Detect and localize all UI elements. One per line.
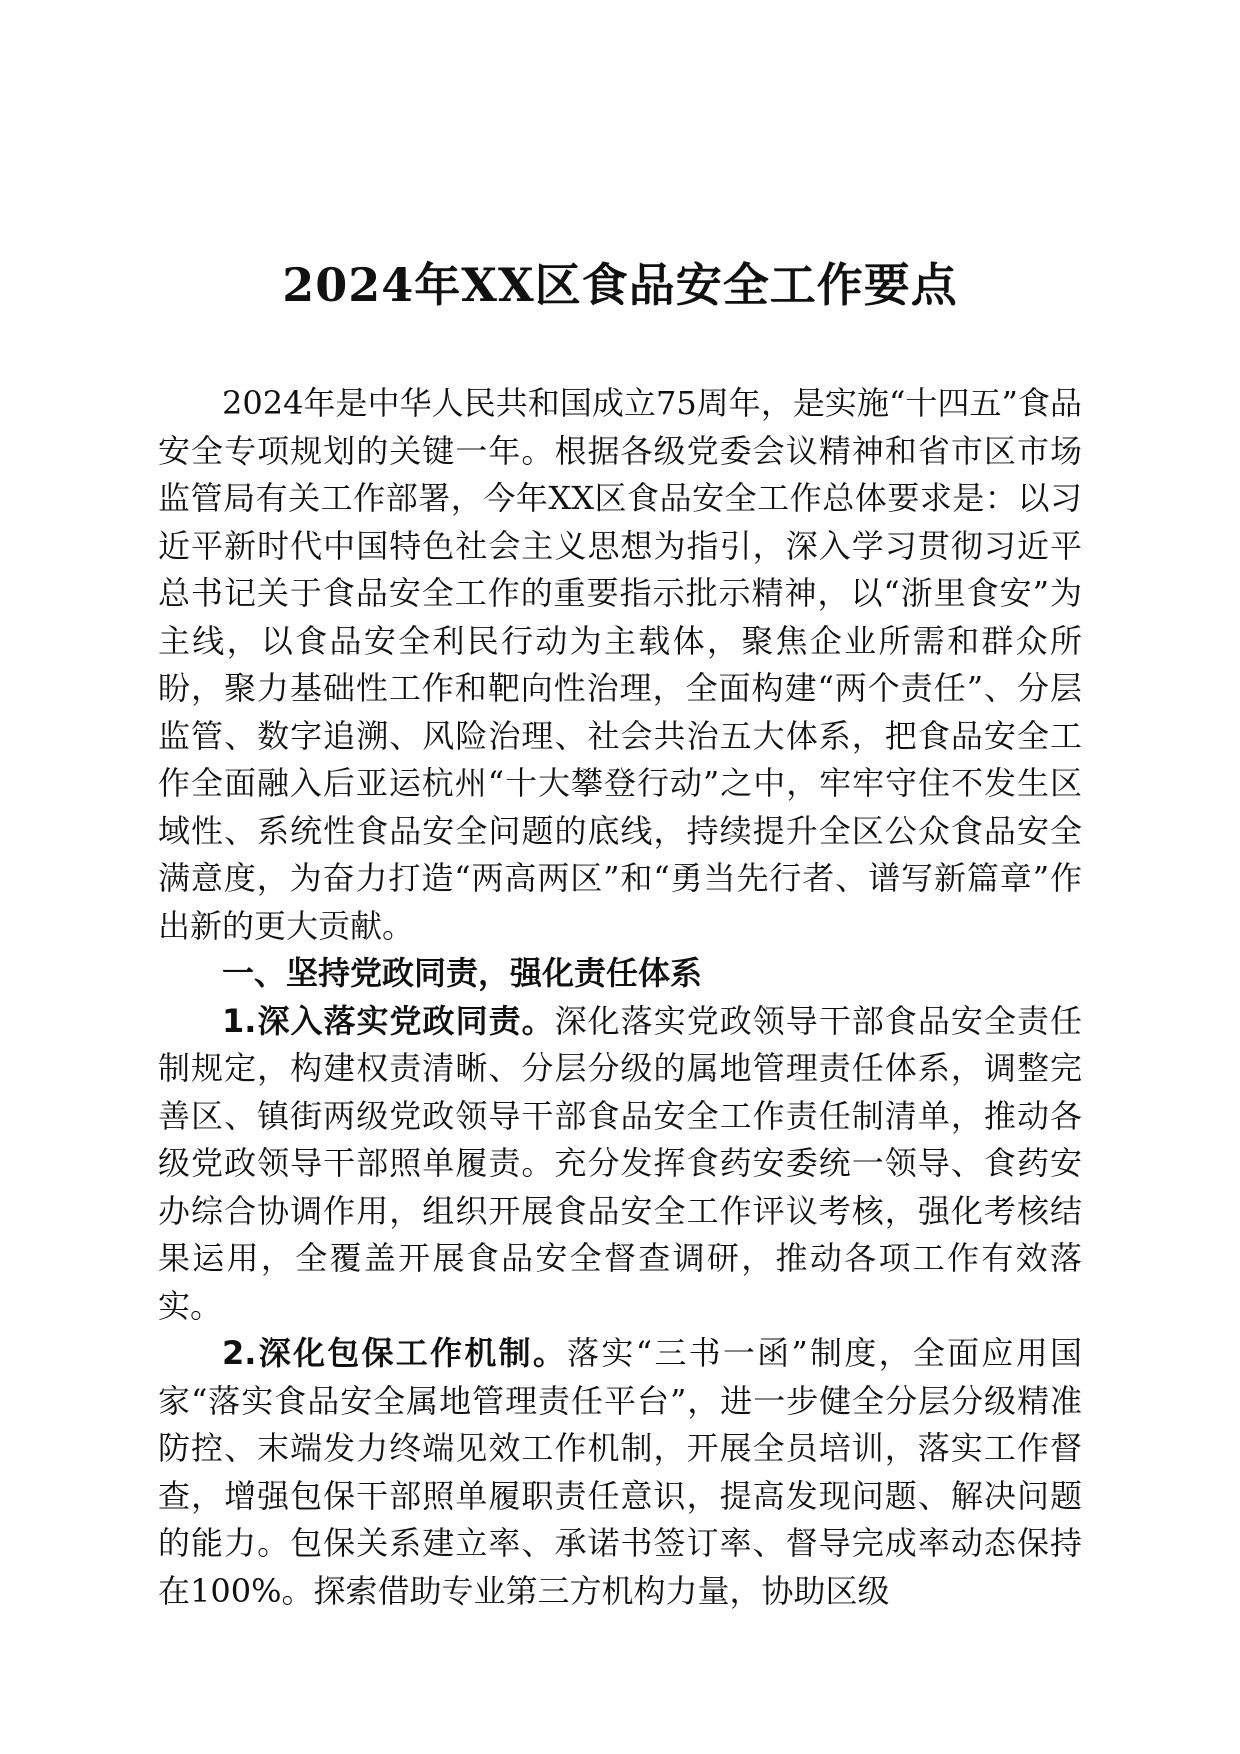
item-lead-1: 1.深入落实党政同责。 bbox=[222, 1001, 555, 1040]
item-lead-2: 2.深化包保工作机制。 bbox=[222, 1334, 568, 1372]
section-heading: 一、坚持党政同责，强化责任体系 bbox=[222, 954, 703, 992]
item-text-2: 落实“三书一函”制度，全面应用国家“落实食品安全属地管理责任平台”，进一步健全分层分级精准防控、末端发力终端见效工作机制，开展全员培训，落实工作督查，增强包保干部照单履职责任意识，提高发现问题、解决问题的能力。包保关系建立率、承诺书签订率、督导完成率动态保持在100%。探索借助专业第三方机构力量，协助区级 bbox=[158, 1334, 1082, 1610]
item-text-1: 深化落实党政领导干部食品安全责任制规定，构建权责清晰、分层分级的属地管理责任体系，调整完善区、镇街两级党政领导干部食品安全工作责任制清单，推动各级党政领导干部照单履责。充分发挥食药安委统一领导、食药安办综合协调作用，组织开展食品安全工作评议考核，强化考核结果运用，全覆盖开展食品安全督查调研，推动各项工作有效落实。 bbox=[158, 1001, 1082, 1325]
intro-paragraph: 2024年是中华人民共和国成立75周年，是实施“十四五”食品安全专项规划的关键一年。根据各级党委会议精神和省市区市场监管局有关工作部署，今年XX区食品安全工作总体要求是：以习近平新时代中国特色社会主义思想为指引，深入学习贯彻习近平总书记关于食品安全工作的重要指示批示精神，以“浙里食安”为主线，以食品安全利民行动为主载体，聚焦企业所需和群众所盼，聚力基础性工作和靶向性治理，全面构建“两个责任”、分层监管、数字追溯、风险治理、社会共治五大体系，把食品安全工作全面融入后亚运杭州“十大攀登行动”之中，牢牢守住不发生区域性、系统性食品安全问题的底线，持续提升全区公众食品安全满意度，为奋力打造“两高两区”和“勇当先行者、谱写新篇章”作出新的更大贡献。 bbox=[158, 384, 1082, 945]
document-body bbox=[158, 380, 1082, 1615]
document-title: 2024年XX区食品安全工作要点 bbox=[282, 258, 958, 312]
item-paragraph-2 bbox=[158, 1330, 1082, 1615]
item-paragraph-1 bbox=[158, 998, 1082, 1331]
